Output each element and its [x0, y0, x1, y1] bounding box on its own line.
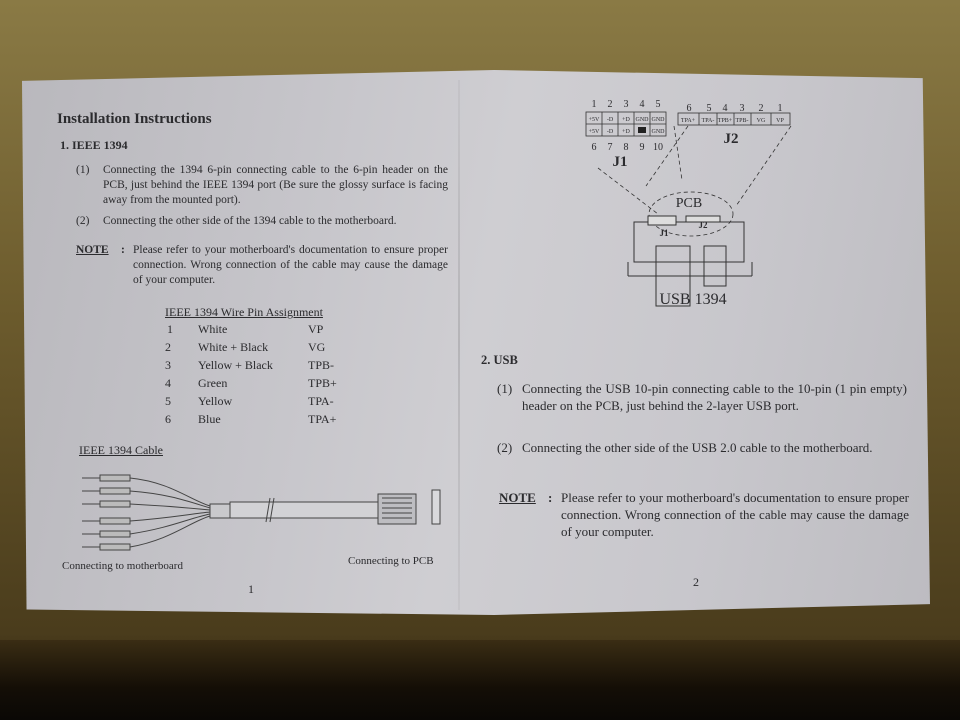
pin-signal: TPA- — [308, 394, 334, 408]
j1-signal: -D — [606, 129, 614, 135]
j2-signal: VP — [776, 118, 784, 124]
j1-pin-number: 5 — [655, 99, 661, 110]
j1-signal: GND — [651, 117, 665, 123]
step-text: Connecting the 1394 6-pin connecting cable to the 6-pin header on the PCB, just behind the IEEE 1394 port (Be sure the glossy surface is facing away from the mounted port). — [103, 164, 448, 206]
pin-signal: VG — [308, 340, 326, 354]
step-number: (1) — [76, 164, 90, 176]
j2-signal: TPB- — [735, 118, 749, 124]
pinout-diagram — [576, 96, 806, 321]
pin-number: 6 — [165, 412, 171, 426]
pcb-label: PCB — [675, 196, 703, 211]
pcb-j2-label: J2 — [698, 220, 708, 230]
pin-table-title: IEEE 1394 Wire Pin Assignment — [165, 305, 323, 319]
sheet-fold — [458, 80, 460, 610]
pin-number: 5 — [165, 394, 171, 408]
pin-signal: TPB+ — [308, 376, 337, 390]
wire-connector — [100, 488, 130, 494]
section-heading-usb: 2. USB — [481, 353, 518, 367]
pin-signal: TPA+ — [308, 412, 337, 426]
j2-pin-number: 3 — [739, 103, 745, 114]
j1-label: J1 — [612, 154, 628, 170]
page-title: Installation Instructions — [57, 111, 212, 127]
j1-pin-number: 2 — [607, 99, 613, 110]
j2-label: J2 — [723, 131, 739, 147]
j1-empty-pin — [638, 127, 646, 133]
step-number: (2) — [497, 440, 513, 455]
wire-connector — [100, 501, 130, 507]
wire-connector — [100, 475, 130, 481]
pin-wire-color: Green — [198, 376, 228, 390]
j2-pin-number: 6 — [686, 103, 692, 114]
motherboard-connectors — [82, 475, 210, 550]
j1-pin-number: 1 — [591, 99, 597, 110]
step-number: (1) — [497, 381, 513, 396]
j2-pin-number: 4 — [722, 103, 728, 114]
j1-header — [586, 99, 666, 170]
j2-signal: TPA- — [701, 118, 715, 124]
j1-signal: +D — [622, 117, 630, 123]
j2-pin-number: 1 — [777, 103, 783, 114]
pin-number: 1 — [167, 322, 173, 336]
pin-signal: VP — [308, 322, 324, 336]
pin-number: 2 — [165, 340, 171, 354]
step-text: Connecting the other side of the 1394 cable to the motherboard. — [103, 215, 397, 227]
j1-signal: +D — [622, 129, 630, 135]
j2-signal: TPB+ — [717, 118, 733, 124]
j1-signal: GND — [651, 129, 665, 135]
ieee1394-cable-illustration — [60, 462, 450, 562]
j2-header — [678, 103, 790, 147]
pin-wire-color: Yellow — [198, 394, 233, 408]
j2-signal: TPA+ — [680, 118, 696, 124]
j1-signal: +5V — [588, 117, 600, 123]
wire-connector — [100, 531, 130, 537]
desk-shadow — [0, 640, 960, 720]
step-number: (2) — [76, 215, 90, 227]
step-text: Connecting the USB 10-pin connecting cable to the 10-pin (1 pin empty) header on the PCB, just behind the 2-layer USB port. — [522, 381, 907, 413]
j1-signal: GND — [635, 117, 649, 123]
section-heading-ieee1394: 1. IEEE 1394 — [60, 138, 128, 152]
note-label: NOTE — [499, 490, 536, 505]
pin-wire-color: Blue — [198, 412, 221, 426]
pin-wire-color: White + Black — [198, 340, 269, 354]
j1-pin-number: 6 — [591, 142, 597, 153]
j2-pin-number: 5 — [706, 103, 712, 114]
j1-pin-number: 3 — [623, 99, 629, 110]
pcb-j1-label: J1 — [659, 228, 669, 238]
note-text: Please refer to your motherboard's documentation to ensure proper connection. Wrong connection of the cable may cause the damage of your computer. — [561, 490, 909, 539]
wire-connector — [100, 544, 130, 550]
j2-signal: VG — [756, 118, 766, 124]
j1-pin-number: 7 — [607, 142, 613, 153]
pin-signal: TPB- — [308, 358, 335, 372]
note-text: Please refer to your motherboard's documentation to ensure proper connection. Wrong connection of the cable may cause the damage of your computer. — [133, 244, 448, 286]
ports-caption: USB 1394 — [659, 291, 727, 308]
page-number: 2 — [693, 575, 699, 589]
j1-pin-number: 10 — [653, 142, 663, 153]
step-text: Connecting the other side of the USB 2.0 cable to the motherboard. — [522, 440, 873, 455]
j1-pin-number: 8 — [623, 142, 629, 153]
cable-title: IEEE 1394 Cable — [79, 443, 163, 457]
pin-wire-color: Yellow + Black — [198, 358, 273, 372]
wire-connector — [100, 518, 130, 524]
cable-left-caption: Connecting to motherboard — [62, 560, 183, 572]
pin-number: 3 — [165, 358, 171, 372]
pin-wire-color: White — [198, 322, 228, 336]
j1-pin-number: 9 — [639, 142, 645, 153]
cable-right-caption: Connecting to PCB — [348, 555, 434, 567]
note-colon: : — [121, 244, 125, 256]
note-label: NOTE — [76, 244, 109, 256]
j1-signal: +5V — [588, 129, 600, 135]
cable-body — [210, 490, 440, 524]
note-colon: : — [548, 490, 553, 505]
page-number: 1 — [248, 582, 254, 596]
j2-pin-number: 2 — [758, 103, 764, 114]
j1-signal: -D — [606, 117, 614, 123]
pin-number: 4 — [165, 376, 171, 390]
j1-pin-number: 4 — [639, 99, 645, 110]
